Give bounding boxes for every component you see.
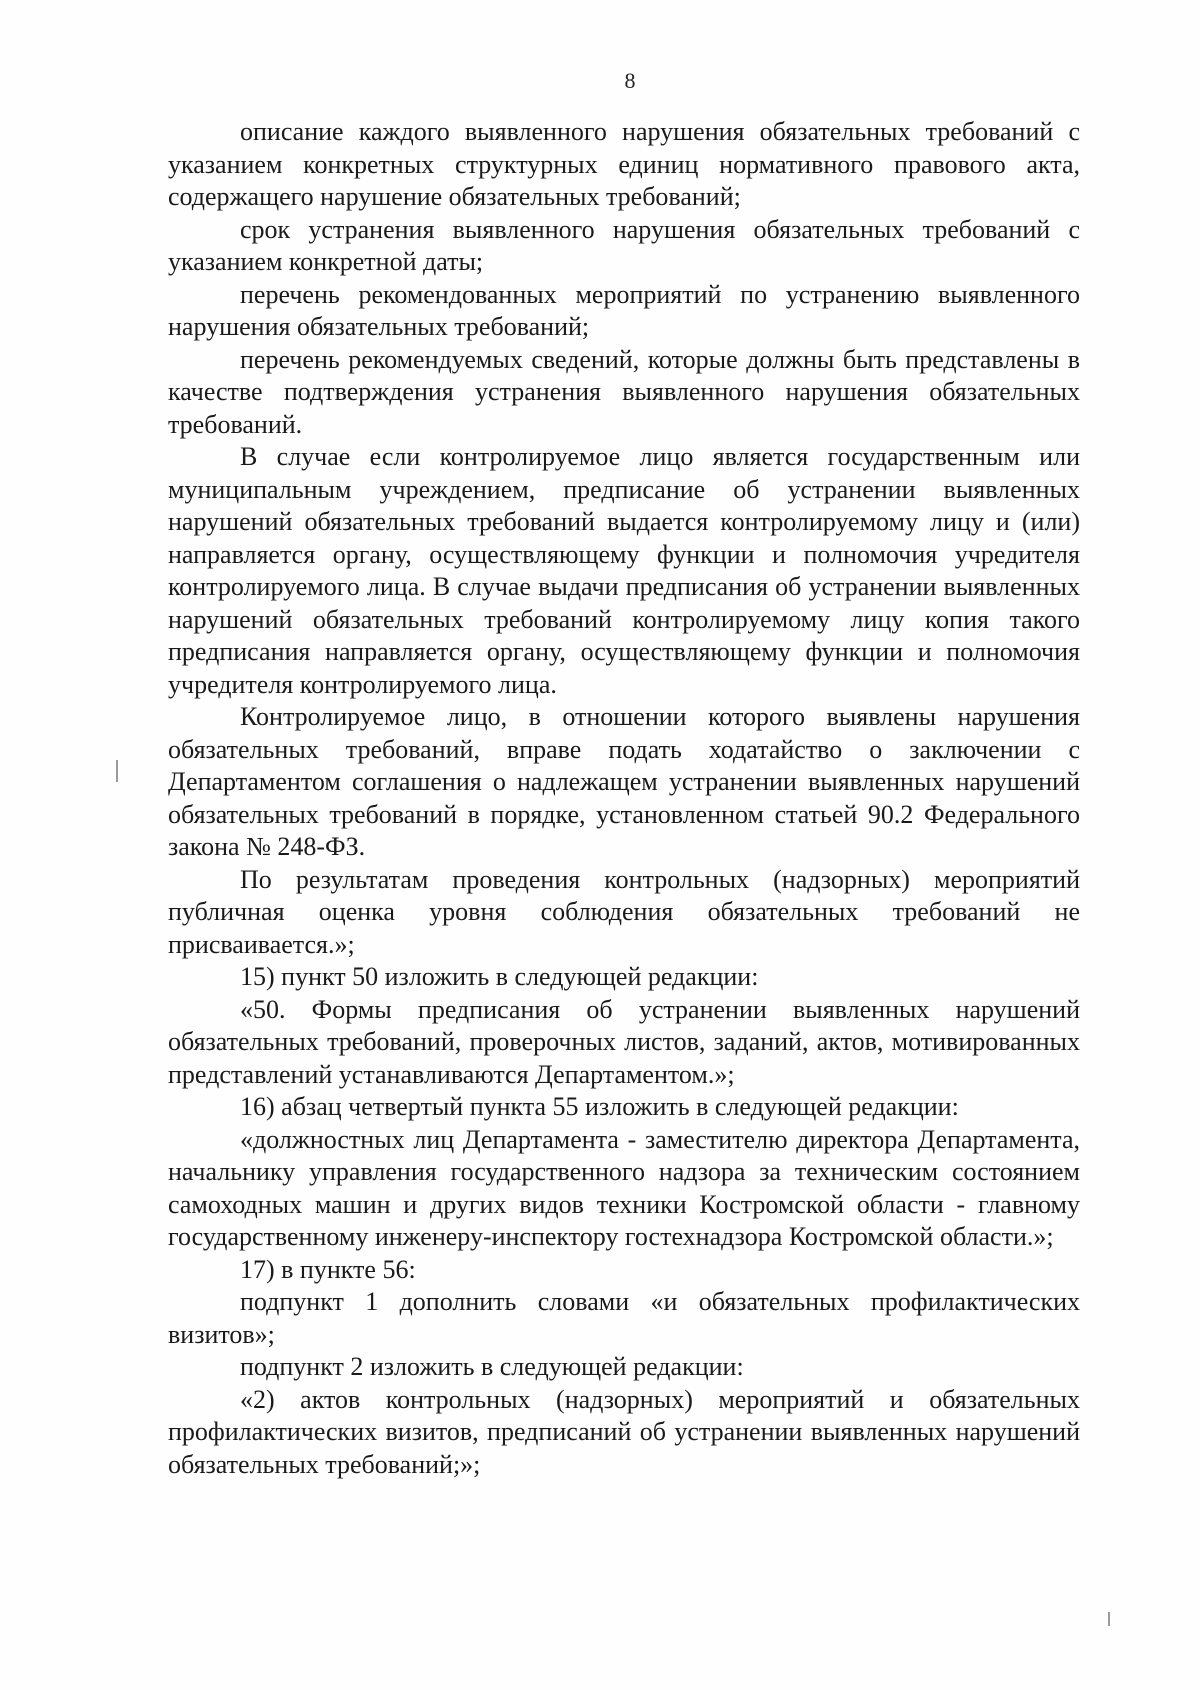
paragraph: подпункт 1 дополнить словами «и обязательных профилактических визитов»; (168, 1287, 1080, 1349)
paragraph: «50. Формы предписания об устранении выявленных нарушений обязательных требований, проверочных листов, заданий, актов, мотивированных представлений устанавливаются Департаментом.»; (168, 994, 1080, 1089)
paragraph: 17) в пункте 56: (240, 1254, 416, 1284)
paragraph: подпункт 2 изложить в следующей редакции: (240, 1352, 744, 1381)
paragraph: По результатам проведения контрольных (надзорных) мероприятий публичная оценка уровня соблюдения обязательных требований не присваивается.»; (168, 864, 1080, 959)
paragraph: перечень рекомендуемых сведений, которые должны быть представлены в качестве подтверждения устранения выявленного нарушения обязательных требований. (168, 344, 1080, 439)
document-body (168, 116, 1080, 1481)
paragraph: Контролируемое лицо, в отношении которого выявлены нарушения обязательных требований, вправе подать ходатайство о заключении с Департаментом соглашения о надлежащем устранении выявленных нарушений обязательных требований в порядке, установленном статьей 90.2 Федерального закона № 248-ФЗ. (168, 702, 1080, 861)
scan-artifact-line (1108, 1612, 1110, 1626)
paragraph: описание каждого выявленного нарушения обязательных требований с указанием конкретных структурных единиц нормативного правового акта, содержащего нарушение обязательных требований; (168, 117, 1080, 211)
page-number: 8 (624, 68, 636, 93)
paragraph: «должностных лиц Департамента - заместителю директора Департамента, начальнику управления государственного надзора за техническим состоянием самоходных машин и других видов техники Костромской области - главному государственному инженеру-инспектору гостехнадзора Костромской области.»; (168, 1124, 1080, 1251)
paragraph: 16) абзац четвертый пункта 55 изложить в следующей редакции: (240, 1092, 959, 1121)
scan-artifact-line (116, 760, 118, 782)
paragraph: перечень рекомендованных мероприятий по устранению выявленного нарушения обязательных требований; (168, 279, 1080, 341)
paragraph: срок устранения выявленного нарушения обязательных требований с указанием конкретной даты; (168, 214, 1080, 276)
paragraph: В случае если контролируемое лицо является государственным или муниципальным учреждением, предписание об устранении выявленных нарушений обязательных требований выдается контролируемому лицу и (или) направляется органу, осуществляющему функции и полномочия учредителя контролируемого лица. В случае выдачи предписания об устранении выявленных нарушений обязательных требований контролируемому лицу копия такого предписания направляется органу, осуществляющему функции и полномочия учредителя контролируемого лица. (168, 442, 1080, 699)
paragraph: «2) актов контрольных (надзорных) мероприятий и обязательных профилактических визитов, предписаний об устранении выявленных нарушений обязательных требований;»; (168, 1384, 1080, 1479)
paragraph: 15) пункт 50 изложить в следующей редакции: (240, 962, 759, 991)
